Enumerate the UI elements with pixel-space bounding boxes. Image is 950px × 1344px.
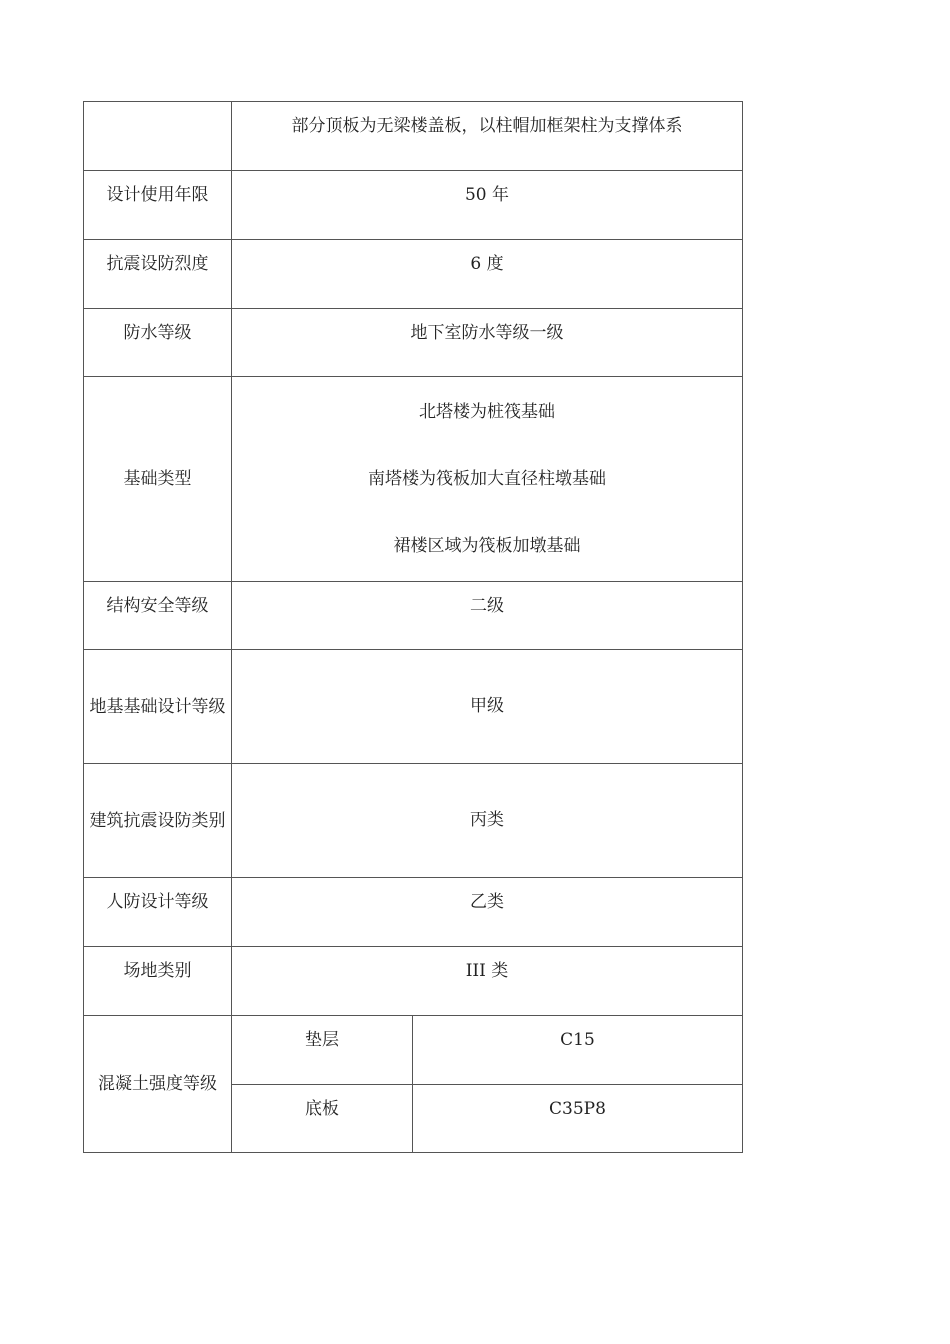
- row-label-site-class: 场地类别: [84, 947, 232, 1016]
- table-row-foundation-type: [84, 377, 743, 582]
- row-label-concrete: 混凝土强度等级: [84, 1016, 232, 1153]
- row-value-seismic-intensity: 6 度: [232, 240, 743, 309]
- row-value-civil-defense: 乙类: [232, 878, 743, 947]
- table-row-system: [84, 102, 743, 171]
- row-label-system: [84, 102, 232, 171]
- table-row-waterproof: [84, 309, 743, 377]
- table-row-structure-safety: [84, 582, 743, 650]
- table-row-foundation-design: [84, 650, 743, 764]
- row-value-design-life: 50 年: [232, 171, 743, 240]
- row-value-foundation-design: 甲级: [232, 650, 743, 764]
- row-label-civil-defense: 人防设计等级: [84, 878, 232, 947]
- row-value-structure-safety: 二级: [232, 582, 743, 650]
- foundation-type-line-north: 北塔楼为桩筏基础: [419, 401, 555, 422]
- row-label-foundation-design: 地基基础设计等级: [84, 650, 232, 764]
- concrete-item-value-cushion: C15: [413, 1016, 743, 1085]
- foundation-type-line-podium: 裙楼区域为筏板加墩基础: [393, 535, 581, 556]
- row-label-design-life: 设计使用年限: [84, 171, 232, 240]
- row-value-building-seismic: 丙类: [232, 764, 743, 878]
- row-label-foundation-type: 基础类型: [84, 377, 232, 582]
- table-row-site-class: [84, 947, 743, 1016]
- row-label-waterproof: 防水等级: [84, 309, 232, 377]
- concrete-item-name-cushion: 垫层: [232, 1016, 413, 1085]
- row-label-structure-safety: 结构安全等级: [84, 582, 232, 650]
- table-row-civil-defense: [84, 878, 743, 947]
- row-value-system: 部分顶板为无梁楼盖板，以柱帽加框架柱为支撑体系: [232, 102, 743, 171]
- row-label-seismic-intensity: 抗震设防烈度: [84, 240, 232, 309]
- structure-spec-table: [83, 101, 743, 1153]
- table-row-design-life: [84, 171, 743, 240]
- row-value-foundation-type: [232, 377, 743, 582]
- row-value-waterproof: 地下室防水等级一级: [232, 309, 743, 377]
- table-row-seismic-intensity: [84, 240, 743, 309]
- concrete-item-name-slab: 底板: [232, 1085, 413, 1153]
- concrete-item-value-slab: C35P8: [413, 1085, 743, 1153]
- table-row-building-seismic: [84, 764, 743, 878]
- foundation-type-line-south: 南塔楼为筏板加大直径柱墩基础: [368, 468, 606, 489]
- table-row-concrete-cushion: [84, 1016, 743, 1085]
- row-label-building-seismic: 建筑抗震设防类别: [84, 764, 232, 878]
- row-value-site-class: III 类: [232, 947, 743, 1016]
